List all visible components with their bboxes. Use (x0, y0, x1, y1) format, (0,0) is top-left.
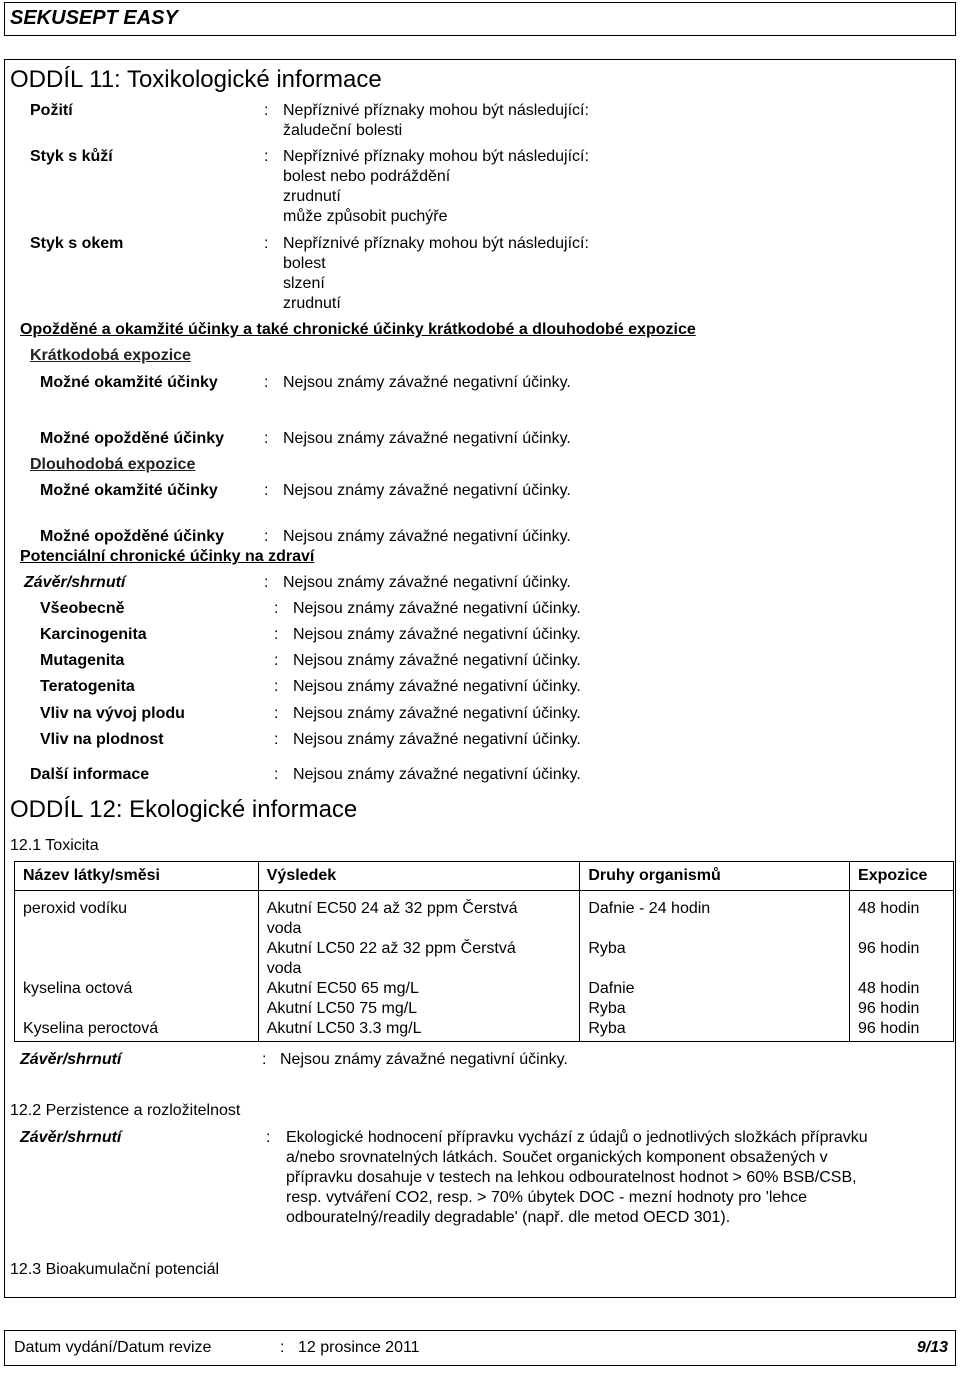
result-cell (258, 979, 580, 999)
bioaccumulation-heading: 12.3 Bioakumulační potenciál (10, 1261, 220, 1278)
result-cell (258, 1019, 580, 1042)
value-line: bolest nebo podráždění (283, 168, 451, 185)
long-immediate-label: Možné okamžité účinky (40, 482, 218, 499)
substance-name: kyselina octová (15, 979, 259, 999)
colon: : (274, 705, 279, 722)
short-delayed-value: Nejsou známy závažné negativní účinky. (283, 430, 571, 447)
long-delayed-label: Možné opožděné účinky (40, 528, 225, 545)
persistence-text (286, 1128, 868, 1228)
exposure-cell: 96 hodin (850, 939, 954, 979)
exposure-cell: 48 hodin (850, 891, 954, 940)
brand-title: SEKUSEPT EASY (10, 7, 178, 29)
persistence-conclusion-label: Závěr/shrnutí (20, 1129, 122, 1146)
exposure-cell: 96 hodin (850, 1019, 954, 1042)
chronic-item-label: Teratogenita (40, 678, 135, 695)
toxicity-conclusion-label: Závěr/shrnutí (20, 1051, 122, 1068)
colon: : (280, 1339, 285, 1356)
value-line: zrudnutí (283, 295, 341, 312)
text-line: odbouratelný/readily degradable' (např. dle metod OECD 301). (286, 1209, 731, 1226)
table-row (15, 891, 954, 940)
other-info-label: Další informace (30, 766, 150, 783)
column-header: Název látky/směsi (15, 862, 259, 891)
route-label-skin: Styk s kůží (30, 148, 113, 165)
colon: : (264, 102, 269, 119)
substance-name: peroxid vodíku (15, 891, 259, 940)
species-cell: Ryba (580, 939, 850, 979)
section-12-title: ODDÍL 12: Ekologické informace (10, 796, 358, 823)
colon: : (274, 731, 279, 748)
exposure-cell: 48 hodin (850, 979, 954, 999)
colon: : (274, 626, 279, 643)
route-value-ingestion (283, 101, 589, 141)
other-info-value: Nejsou známy závažné negativní účinky. (293, 766, 581, 783)
column-header: Druhy organismů (580, 862, 850, 891)
route-value-skin (283, 147, 589, 227)
value-line: Nepříznivé příznaky mohou být následující: (283, 235, 589, 252)
long-immediate-value: Nejsou známy závažné negativní účinky. (283, 482, 571, 499)
substance-name (15, 999, 259, 1019)
chronic-item-value: Nejsou známy závažné negativní účinky. (293, 731, 581, 748)
footer-date-label: Datum vydání/Datum revize (14, 1339, 212, 1356)
chronic-conclusion-value: Nejsou známy závažné negativní účinky. (283, 574, 571, 591)
result-line: Akutní EC50 24 až 32 ppm Čerstvá (266, 900, 518, 917)
delayed-effects-heading: Opožděné a okamžité účinky a také chronické účinky krátkodobé a dlouhodobé expozice (20, 321, 696, 338)
table-row (15, 999, 954, 1019)
toxicity-conclusion-value: Nejsou známy závažné negativní účinky. (280, 1051, 568, 1068)
colon: : (264, 235, 269, 252)
value-line: Nepříznivé příznaky mohou být následující: (283, 102, 589, 119)
column-header: Výsledek (258, 862, 580, 891)
text-line: Ekologické hodnocení přípravku vychází z údajů o jednotlivých složkách přípravku (286, 1129, 868, 1146)
short-immediate-label: Možné okamžité účinky (40, 374, 218, 391)
table-row (15, 939, 954, 979)
toxicity-table (14, 861, 954, 1042)
species-cell: Ryba (580, 999, 850, 1019)
chronic-item-label: Všeobecně (40, 600, 125, 617)
section-11-title: ODDÍL 11: Toxikologické informace (10, 66, 382, 93)
toxicity-heading: 12.1 Toxicita (10, 837, 99, 854)
chronic-heading: Potenciální chronické účinky na zdraví (20, 548, 315, 565)
route-label-eye: Styk s okem (30, 235, 124, 252)
species-cell: Ryba (580, 1019, 850, 1042)
substance-name (15, 939, 259, 979)
short-immediate-value: Nejsou známy závažné negativní účinky. (283, 374, 571, 391)
text-line: resp. vytváření CO2, resp. > 70% úbytek DOC - mezní hodnoty pro 'lehce (286, 1189, 808, 1206)
text-line: přípravku dosahuje v testech na lehkou odbouratelnost hodnot > 60% BSB/CSB, (286, 1169, 857, 1186)
species-cell: Dafnie (580, 979, 850, 999)
result-line: Akutní LC50 3.3 mg/L (266, 1020, 422, 1037)
result-line: voda (266, 920, 302, 937)
chronic-item-label: Mutagenita (40, 652, 125, 669)
chronic-item-value: Nejsou známy závažné negativní účinky. (293, 705, 581, 722)
route-value-eye (283, 234, 589, 314)
short-term-heading: Krátkodobá expozice (30, 347, 191, 364)
short-delayed-label: Možné opožděné účinky (40, 430, 225, 447)
table-header-row (15, 862, 954, 891)
value-line: zrudnutí (283, 188, 341, 205)
result-line: Akutní EC50 65 mg/L (266, 980, 419, 997)
chronic-item-value: Nejsou známy závažné negativní účinky. (293, 652, 581, 669)
long-delayed-value: Nejsou známy závažné negativní účinky. (283, 528, 571, 545)
result-line: voda (266, 960, 302, 977)
value-line: bolest (283, 255, 326, 272)
colon: : (264, 574, 269, 591)
result-cell (258, 999, 580, 1019)
colon: : (262, 1051, 267, 1068)
value-line: slzení (283, 275, 325, 292)
route-label-ingestion: Požití (30, 102, 73, 119)
chronic-item-label: Vliv na plodnost (40, 731, 164, 748)
colon: : (264, 482, 269, 499)
footer-date-value: 12 prosince 2011 (298, 1339, 420, 1356)
chronic-item-value: Nejsou známy závažné negativní účinky. (293, 678, 581, 695)
table-row (15, 1019, 954, 1042)
colon: : (274, 766, 279, 783)
persistence-heading: 12.2 Perzistence a rozložitelnost (10, 1102, 241, 1119)
species-cell: Dafnie - 24 hodin (580, 891, 850, 940)
chronic-item-value: Nejsou známy závažné negativní účinky. (293, 626, 581, 643)
colon: : (274, 652, 279, 669)
chronic-item-label: Karcinogenita (40, 626, 147, 643)
value-line: žaludeční bolesti (283, 122, 403, 139)
colon: : (274, 678, 279, 695)
page-number: 9/13 (916, 1339, 948, 1356)
value-line: Nepříznivé příznaky mohou být následující: (283, 148, 589, 165)
result-cell (258, 891, 580, 940)
result-cell (258, 939, 580, 979)
colon: : (264, 148, 269, 165)
colon: : (264, 528, 269, 545)
table-row (15, 979, 954, 999)
substance-name: Kyselina peroctová (15, 1019, 259, 1042)
exposure-cell: 96 hodin (850, 999, 954, 1019)
colon: : (266, 1129, 271, 1146)
chronic-item-label: Vliv na vývoj plodu (40, 705, 185, 722)
chronic-item-value: Nejsou známy závažné negativní účinky. (293, 600, 581, 617)
chronic-conclusion-label: Závěr/shrnutí (24, 574, 126, 591)
colon: : (264, 430, 269, 447)
result-line: Akutní LC50 22 až 32 ppm Čerstvá (266, 940, 516, 957)
colon: : (274, 600, 279, 617)
result-line: Akutní LC50 75 mg/L (266, 1000, 418, 1017)
long-term-heading: Dlouhodobá expozice (30, 456, 196, 473)
value-line: může způsobit puchýře (283, 208, 448, 225)
text-line: a/nebo srovnatelných látkách. Součet organických komponent obsažených v (286, 1149, 828, 1166)
column-header: Expozice (850, 862, 954, 891)
colon: : (264, 374, 269, 391)
